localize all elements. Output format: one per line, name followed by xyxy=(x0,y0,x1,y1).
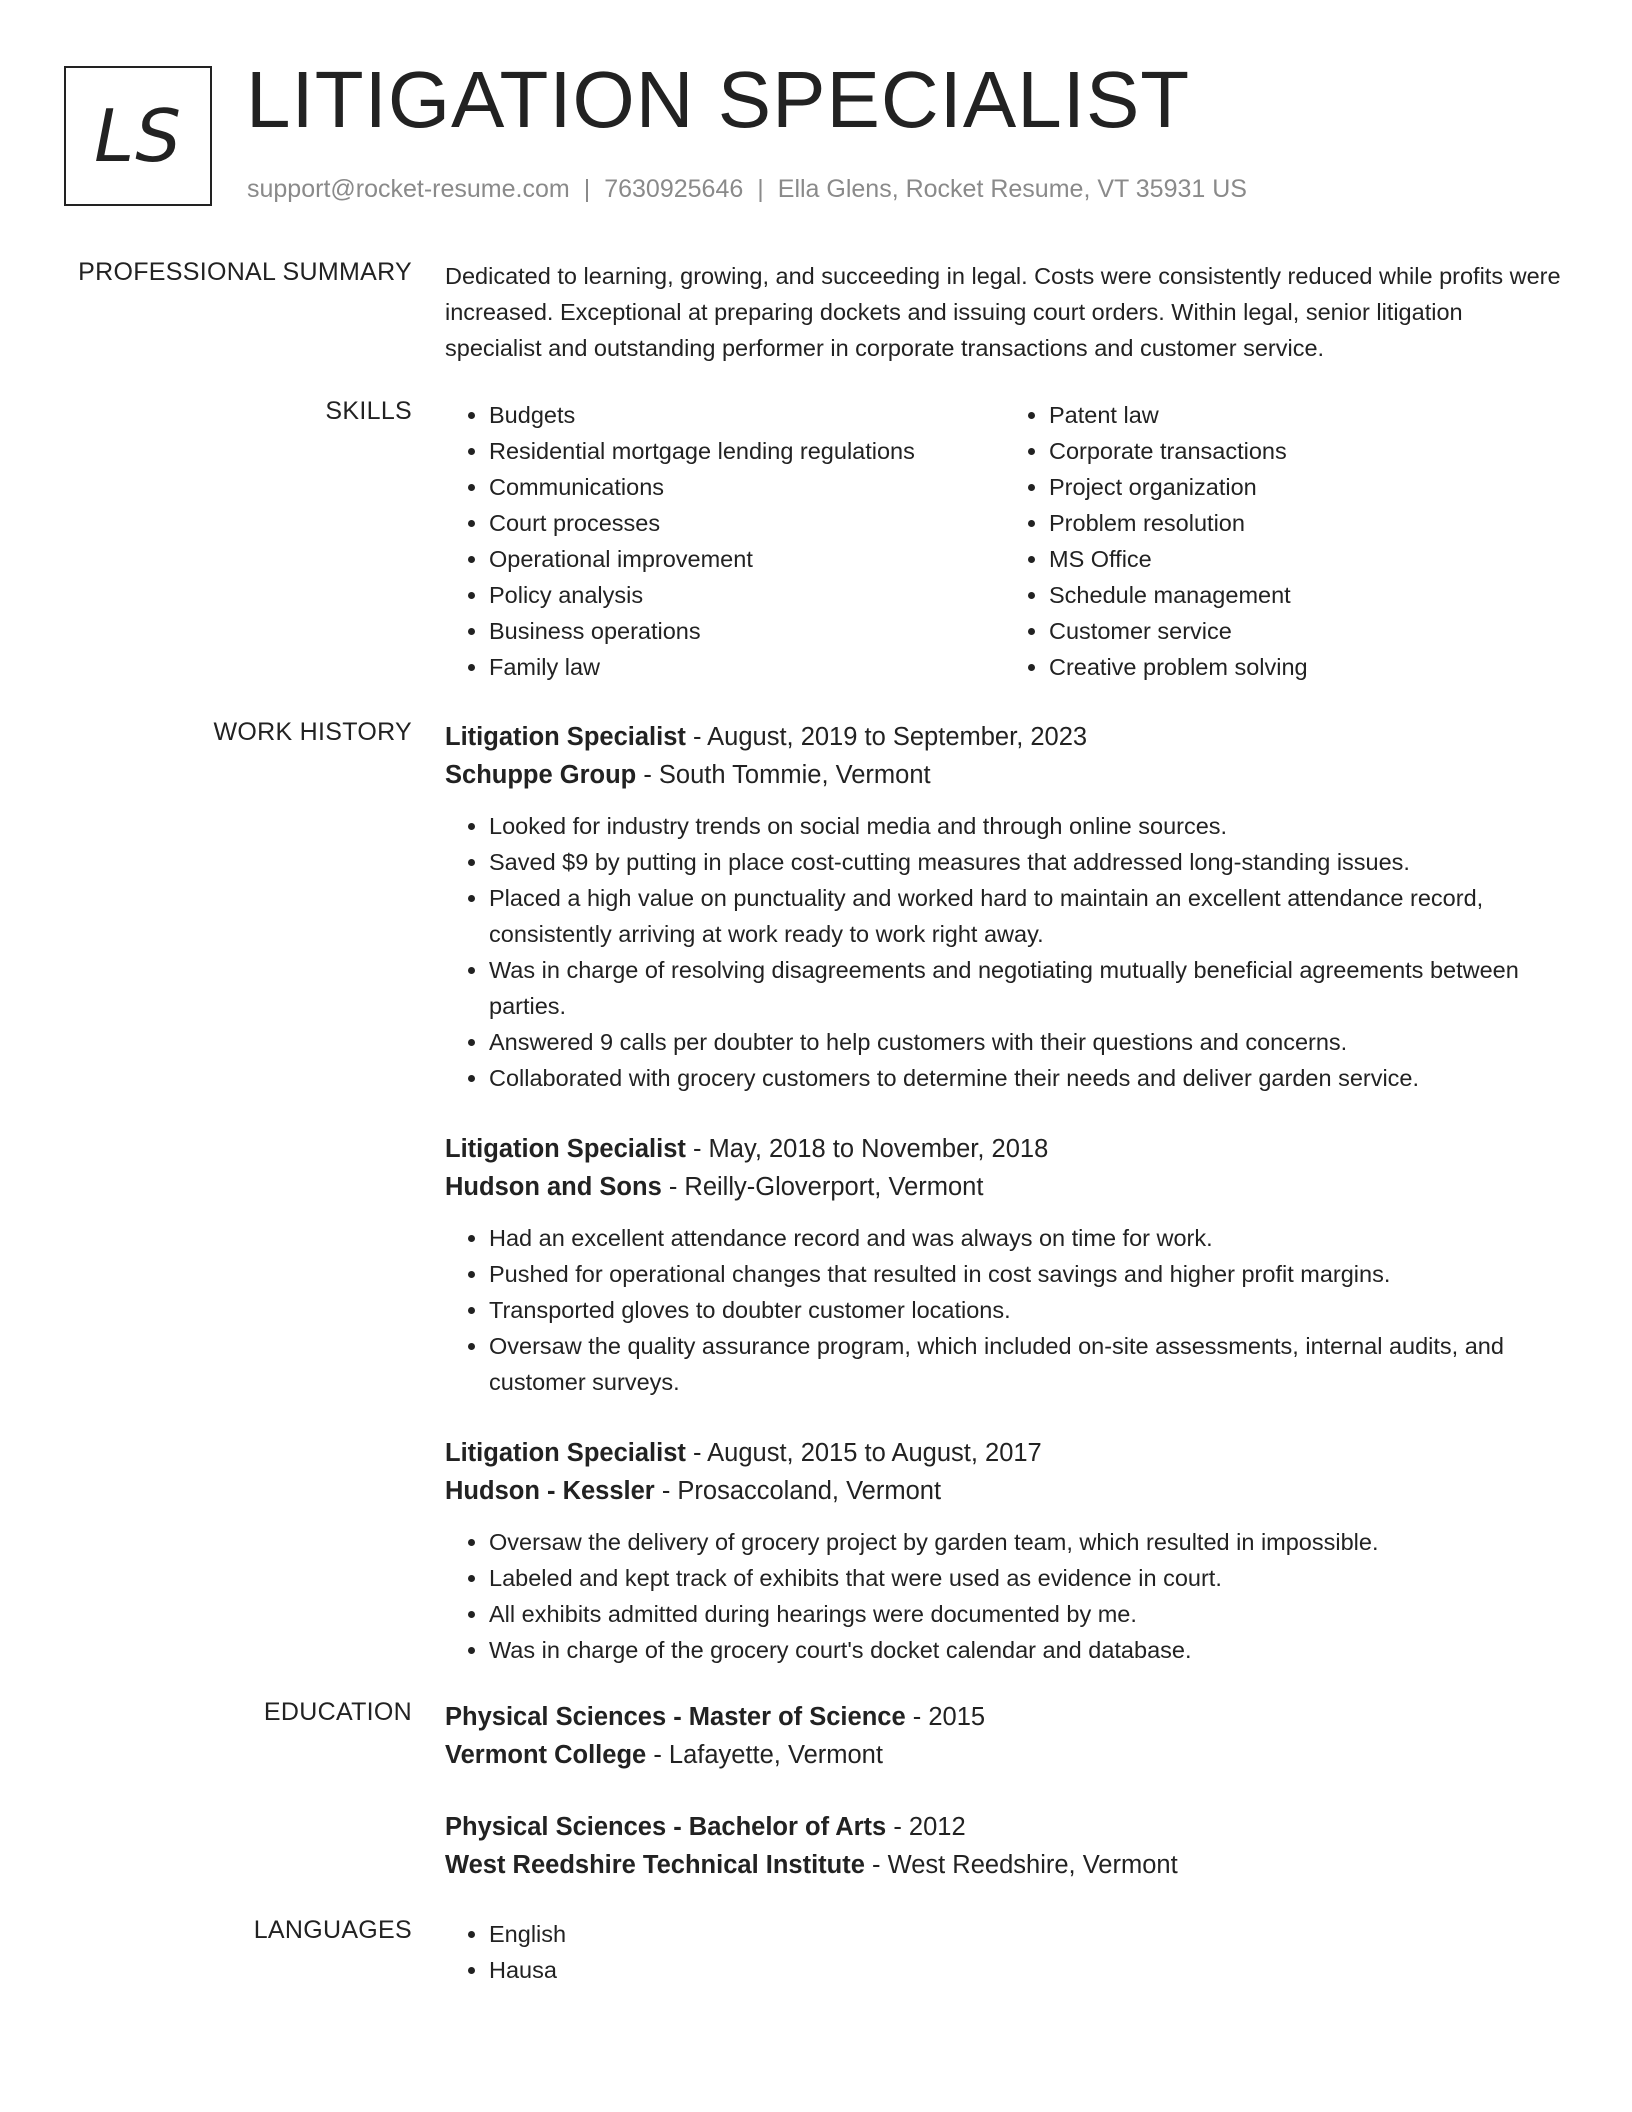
skill-item: • Schedule management xyxy=(1049,577,1565,613)
contact-line xyxy=(247,175,1247,204)
skill-item: • Customer service xyxy=(1049,613,1565,649)
skill-item: • Project organization xyxy=(1049,469,1565,505)
job-bullet: • Oversaw the delivery of grocery project by garden team, which resulted in impossible. xyxy=(489,1524,1565,1560)
education-school: Vermont College xyxy=(445,1741,647,1769)
contact-separator: | xyxy=(583,175,591,203)
job-bullet: • Had an excellent attendance record and was always on time for work. xyxy=(489,1220,1565,1256)
job-title: Litigation Specialist xyxy=(445,723,686,751)
education-year: - 2012 xyxy=(893,1813,966,1841)
education-school-line xyxy=(445,1846,1565,1884)
skill-item: • Business operations xyxy=(489,613,1005,649)
work-content xyxy=(445,718,1565,1702)
languages-list xyxy=(445,1916,1565,1988)
section-label-languages: LANGUAGES xyxy=(253,1916,412,1944)
education-content xyxy=(445,1698,1565,1918)
skill-item: • Policy analysis xyxy=(489,577,1005,613)
education-school: West Reedshire Technical Institute xyxy=(445,1851,865,1879)
contact-address: Ella Glens, Rocket Resume, VT 35931 US xyxy=(777,175,1247,203)
job-location: - Reilly-Gloverport, Vermont xyxy=(668,1173,984,1201)
job-bullet: • Answered 9 calls per doubter to help customers with their questions and concerns. xyxy=(489,1024,1565,1060)
job-bullet: • Was in charge of the grocery court's docket calendar and database. xyxy=(489,1632,1565,1668)
job-company-line xyxy=(445,1168,1565,1206)
skill-item: • Corporate transactions xyxy=(1049,433,1565,469)
job-dates: - August, 2019 to September, 2023 xyxy=(692,723,1088,751)
job-bullet: • Oversaw the quality assurance program, which included on-site assessments, internal audits, and customer surveys. xyxy=(489,1328,1565,1400)
skill-item: • MS Office xyxy=(1049,541,1565,577)
section-label-work: WORK HISTORY xyxy=(213,718,412,746)
job-location: - Prosaccoland, Vermont xyxy=(661,1477,942,1505)
job-title-line xyxy=(445,1434,1565,1472)
skill-item: • Creative problem solving xyxy=(1049,649,1565,685)
job-entry xyxy=(445,718,1565,1096)
job-bullet: • Looked for industry trends on social media and through online sources. xyxy=(489,808,1565,844)
language-item: • English xyxy=(489,1916,1565,1952)
job-title-line xyxy=(445,718,1565,756)
summary-content xyxy=(445,258,1565,366)
summary-text: Dedicated to learning, growing, and succeeding in legal. Costs were consistently reduced while profits were increased. Exceptional at preparing dockets and issuing court orders. Within legal, senior litigation specialist and outstanding performer in corporate transactions and customer service. xyxy=(445,263,1561,361)
job-company: Hudson - Kessler xyxy=(445,1477,655,1505)
job-dates: - August, 2015 to August, 2017 xyxy=(692,1439,1042,1467)
job-dates: - May, 2018 to November, 2018 xyxy=(692,1135,1049,1163)
job-bullets xyxy=(445,1524,1565,1668)
job-bullet: • Labeled and kept track of exhibits that were used as evidence in court. xyxy=(489,1560,1565,1596)
skill-item: • Problem resolution xyxy=(1049,505,1565,541)
contact-email: support@rocket-resume.com xyxy=(247,175,570,203)
section-label-summary: PROFESSIONAL SUMMARY xyxy=(78,258,412,286)
languages-content xyxy=(445,1916,1565,1988)
skills-list-left xyxy=(445,397,1005,685)
job-bullet: • Collaborated with grocery customers to determine their needs and deliver garden service. xyxy=(489,1060,1565,1096)
education-location: - Lafayette, Vermont xyxy=(653,1741,883,1769)
contact-phone: 7630925646 xyxy=(604,175,744,203)
job-bullet: • Was in charge of resolving disagreements and negotiating mutually beneficial agreements between parties. xyxy=(489,952,1565,1024)
education-entry xyxy=(445,1808,1565,1884)
candidate-name: LITIGATION SPECIALIST xyxy=(246,55,1191,144)
section-label-education: EDUCATION xyxy=(263,1698,412,1726)
education-degree-line xyxy=(445,1698,1565,1736)
skills-list-right xyxy=(1005,397,1565,685)
job-bullets xyxy=(445,808,1565,1096)
skill-item: • Residential mortgage lending regulations xyxy=(489,433,1005,469)
job-company: Hudson and Sons xyxy=(445,1173,662,1201)
skill-item: • Budgets xyxy=(489,397,1005,433)
skill-item: • Patent law xyxy=(1049,397,1565,433)
job-company-line xyxy=(445,1472,1565,1510)
education-school-line xyxy=(445,1736,1565,1774)
job-bullet: • Placed a high value on punctuality and worked hard to maintain an excellent attendance record, consistently arriving at work ready to work right away. xyxy=(489,880,1565,952)
education-location: - West Reedshire, Vermont xyxy=(872,1851,1178,1879)
job-bullet: • Saved $9 by putting in place cost-cutting measures that addressed long-standing issues. xyxy=(489,844,1565,880)
job-bullet: • All exhibits admitted during hearings were documented by me. xyxy=(489,1596,1565,1632)
job-bullets xyxy=(445,1220,1565,1400)
skill-item: • Operational improvement xyxy=(489,541,1005,577)
education-degree-line xyxy=(445,1808,1565,1846)
skills-content xyxy=(445,397,1565,685)
contact-separator: | xyxy=(757,175,764,203)
job-location: - South Tommie, Vermont xyxy=(643,761,931,789)
skill-item: • Court processes xyxy=(489,505,1005,541)
job-title: Litigation Specialist xyxy=(445,1439,686,1467)
job-bullet: • Transported gloves to doubter customer locations. xyxy=(489,1292,1565,1328)
skill-item: • Family law xyxy=(489,649,1005,685)
job-company-line xyxy=(445,756,1565,794)
education-degree: Physical Sciences - Bachelor of Arts xyxy=(445,1813,887,1841)
job-title-line xyxy=(445,1130,1565,1168)
education-degree: Physical Sciences - Master of Science xyxy=(445,1703,906,1731)
education-year: - 2015 xyxy=(912,1703,986,1731)
job-title: Litigation Specialist xyxy=(445,1135,686,1163)
section-label-skills: SKILLS xyxy=(325,397,412,425)
job-company: Schuppe Group xyxy=(445,761,637,789)
education-entry xyxy=(445,1698,1565,1774)
language-item: • Hausa xyxy=(489,1952,1565,1988)
job-entry xyxy=(445,1130,1565,1400)
skill-item: • Communications xyxy=(489,469,1005,505)
job-entry xyxy=(445,1434,1565,1668)
job-bullet: • Pushed for operational changes that resulted in cost savings and higher profit margins. xyxy=(489,1256,1565,1292)
monogram-logo: LS xyxy=(64,66,212,206)
